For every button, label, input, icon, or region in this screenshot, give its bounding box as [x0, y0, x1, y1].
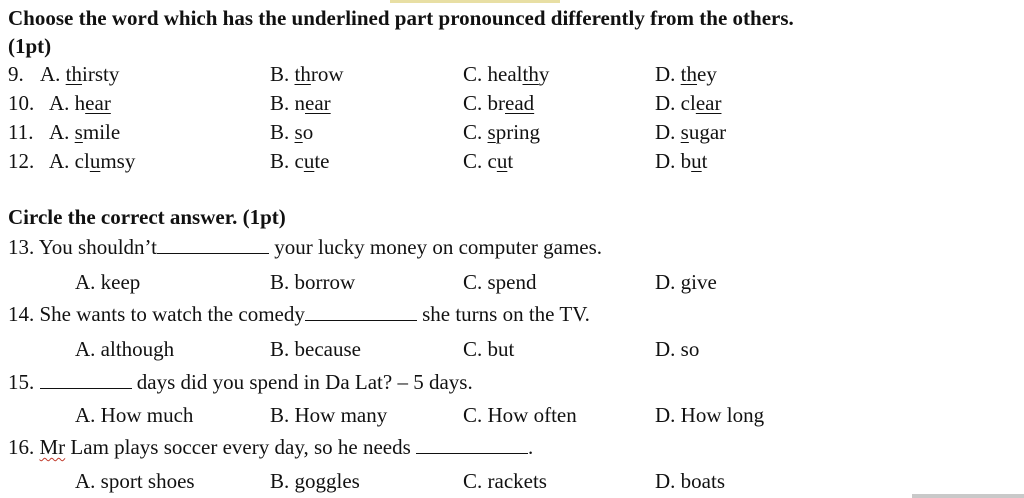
question-14-blank[interactable]: [305, 302, 417, 321]
question-16-option-b[interactable]: B. goggles: [270, 469, 360, 493]
question-14-option-a[interactable]: A. although: [75, 337, 175, 361]
question-10-number: 10.: [8, 91, 35, 115]
question-11-option-b[interactable]: B. so: [270, 120, 314, 144]
question-16-blank[interactable]: [416, 435, 528, 454]
question-16-stem: 16. Mr Lam plays soccer every day, so he needs .: [8, 435, 534, 459]
question-16-option-c[interactable]: C. rackets: [463, 469, 547, 493]
question-13-option-a[interactable]: A. keep: [75, 270, 141, 294]
question-11-option-a[interactable]: A. smile: [49, 120, 121, 144]
bottom-decoration-line: [912, 494, 1024, 498]
question-9-number: 9.: [8, 62, 24, 86]
question-16-option-a[interactable]: A. sport shoes: [75, 469, 195, 493]
question-14-option-c[interactable]: C. but: [463, 337, 515, 361]
top-decoration-line: [390, 0, 560, 3]
question-15-stem: 15. days did you spend in Da Lat? – 5 days.: [8, 370, 473, 394]
question-14-option-d[interactable]: D. so: [655, 337, 700, 361]
question-13-blank[interactable]: [157, 235, 269, 254]
question-14-stem: 14. She wants to watch the comedy she turns on the TV.: [8, 302, 590, 326]
question-11-number: 11.: [8, 120, 34, 144]
question-15-option-d[interactable]: D. How long: [655, 403, 765, 427]
question-13-option-d[interactable]: D. give: [655, 270, 717, 294]
question-10-option-c[interactable]: C. bread: [463, 91, 535, 115]
question-13-stem: 13. You shouldn’t your lucky money on computer games.: [8, 235, 603, 259]
question-13-option-b[interactable]: B. borrow: [270, 270, 356, 294]
question-9-option-b[interactable]: B. throw: [270, 62, 344, 86]
question-9-option-d[interactable]: D. they: [655, 62, 717, 86]
spellcheck-flagged-word: Mr: [39, 435, 66, 459]
question-11-option-d[interactable]: D. sugar: [655, 120, 727, 144]
question-10-option-a[interactable]: A. hear: [49, 91, 111, 115]
question-16-option-d[interactable]: D. boats: [655, 469, 725, 493]
question-14-option-b[interactable]: B. because: [270, 337, 361, 361]
question-12-option-c[interactable]: C. cut: [463, 149, 514, 173]
question-10-option-d[interactable]: D. clear: [655, 91, 722, 115]
question-12-number: 12.: [8, 149, 35, 173]
question-15-option-c[interactable]: C. How often: [463, 403, 577, 427]
question-15-option-a[interactable]: A. How much: [75, 403, 194, 427]
question-12-option-b[interactable]: B. cute: [270, 149, 330, 173]
section1-points: (1pt): [8, 34, 52, 58]
question-10-option-b[interactable]: B. near: [270, 91, 331, 115]
question-9-option-c[interactable]: C. healthy: [463, 62, 550, 86]
question-15-blank[interactable]: [40, 370, 132, 389]
question-9-option-a[interactable]: A. thirsty: [40, 62, 120, 86]
question-12-option-a[interactable]: A. clumsy: [49, 149, 136, 173]
question-15-option-b[interactable]: B. How many: [270, 403, 388, 427]
question-13-option-c[interactable]: C. spend: [463, 270, 537, 294]
section1-heading: Choose the word which has the underlined part pronounced differently from the others.: [8, 6, 794, 30]
section2-heading: Circle the correct answer. (1pt): [8, 205, 286, 229]
question-11-option-c[interactable]: C. spring: [463, 120, 541, 144]
question-12-option-d[interactable]: D. but: [655, 149, 708, 173]
